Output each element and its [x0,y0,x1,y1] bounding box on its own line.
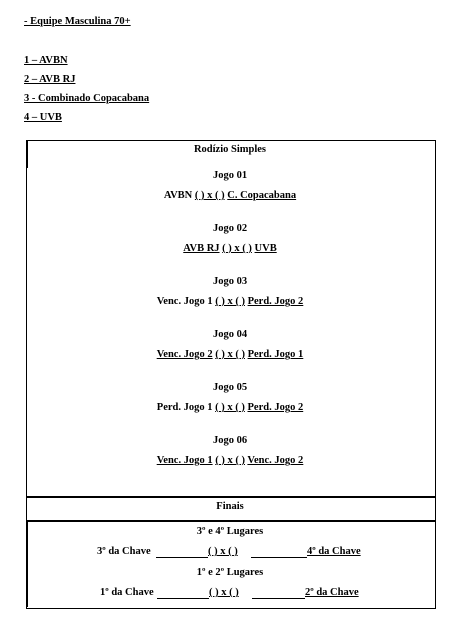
first-score: ( ) x ( ) [209,587,239,598]
game-1-team-b: C. Copacabana [227,190,297,201]
game-3-label: Jogo 03 [212,276,248,287]
game-4-team-b: Perd. Jogo 1 [247,349,304,360]
game-5-team-a: Perd. Jogo 1 [156,402,213,413]
third-left-label: 3º da Chave [97,546,151,557]
page-title: - Equipe Masculina 70+ [24,16,131,27]
game-3-team-a: Venc. Jogo 1 [156,296,213,307]
first-place-label: 1º e 2º Lugares [196,567,264,578]
rodizio-title: Rodízio Simples [193,144,267,155]
team-3: 3 - Combinado Copacabana [24,93,150,104]
game-5-label: Jogo 05 [212,382,248,393]
third-right-label: 4º da Chave [307,546,361,557]
game-1-match [26,190,434,202]
third-left-blank [156,557,208,558]
game-6-team-a: Venc. Jogo 1 [156,455,213,466]
game-2-score: ( ) x ( ) [222,243,252,254]
finais-title: Finais [216,501,244,512]
game-5-team-b: Perd. Jogo 2 [247,402,304,413]
first-right-blank [252,598,305,599]
first-left-label: 1º da Chave [100,587,154,598]
game-4-label: Jogo 04 [212,329,248,340]
game-1-label: Jogo 01 [212,170,248,181]
third-place-label: 3º e 4º Lugares [196,526,264,537]
game-4-team-a: Venc. Jogo 2 [156,349,213,360]
game-3-match [26,296,434,308]
game-2-team-a: AVB RJ [183,243,220,254]
game-6-score: ( ) x ( ) [215,455,245,466]
game-2-label: Jogo 02 [212,223,248,234]
third-right-blank [251,557,307,558]
third-score: ( ) x ( ) [208,546,238,557]
game-6-team-b: Venc. Jogo 2 [247,455,304,466]
team-1: 1 – AVBN [24,55,68,66]
first-left-blank [157,598,209,599]
game-2-team-b: UVB [254,243,277,254]
game-1-score: ( ) x ( ) [194,190,225,201]
game-3-score: ( ) x ( ) [215,296,245,307]
game-1-team-a: AVBN [163,190,193,201]
first-right-label: 2º da Chave [305,587,359,598]
team-4: 4 – UVB [24,112,62,123]
game-4-match [26,349,434,361]
game-6-label: Jogo 06 [212,435,248,446]
game-3-team-b: Perd. Jogo 2 [247,296,304,307]
game-5-score: ( ) x ( ) [215,402,245,413]
game-5-match [26,402,434,414]
game-6-match [26,455,434,467]
game-2-match [26,243,434,255]
game-4-score: ( ) x ( ) [215,349,245,360]
team-2: 2 – AVB RJ [24,74,76,85]
